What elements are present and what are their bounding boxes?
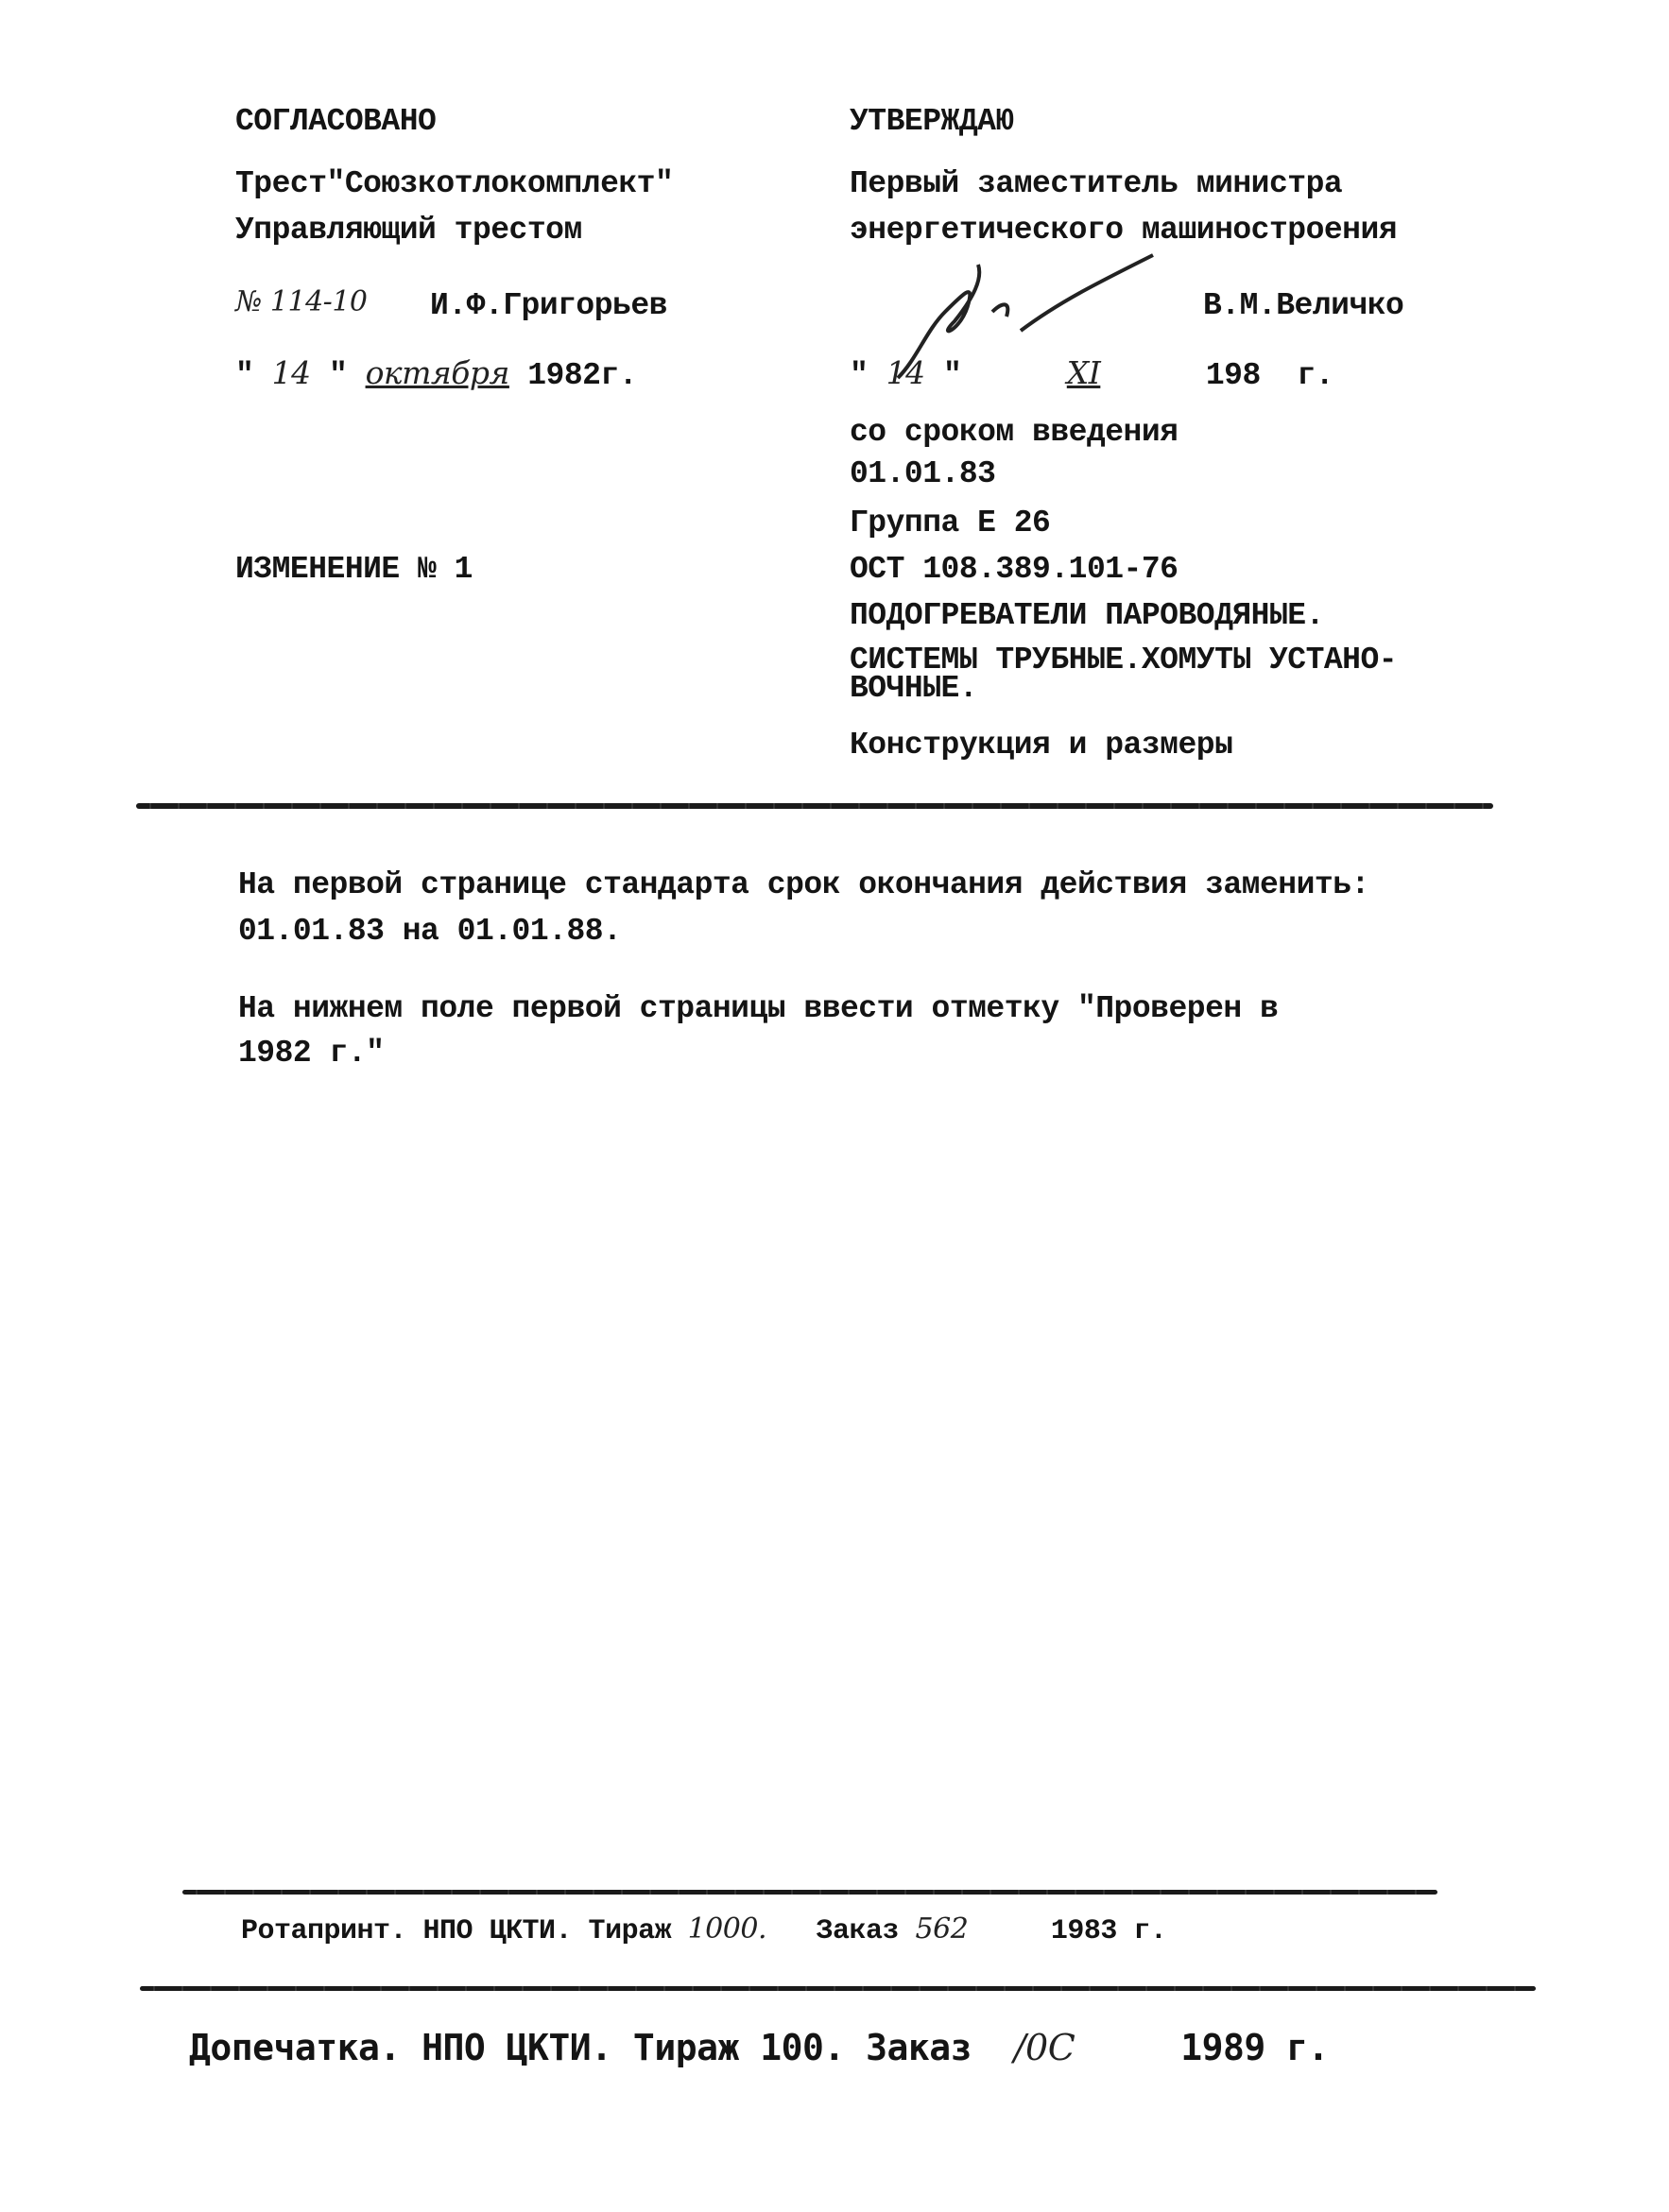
quote: " — [942, 358, 962, 393]
body-line: На нижнем поле первой страницы ввести отметку "Проверен в — [238, 991, 1279, 1026]
print-info-2 — [189, 2027, 1329, 2068]
org-name: Трест"Союзкотлокомплект" — [235, 166, 674, 201]
signer-name-right: В.М.Величко — [1203, 288, 1404, 323]
print-year: 1989 г. — [1180, 2027, 1329, 2068]
date-month: XI — [1066, 354, 1101, 391]
approval-heading-right: УТВЕРЖДАЮ — [850, 104, 1014, 139]
quote: " — [328, 358, 348, 393]
standard-title-1: ПОДОГРЕВАТЕЛИ ПАРОВОДЯНЫЕ. — [850, 598, 1324, 633]
divider — [182, 1890, 1437, 1895]
standard-title-4: Конструкция и размеры — [850, 728, 1233, 763]
order-label: Заказ — [816, 1915, 900, 1947]
divider — [136, 803, 1493, 809]
print-label: Ротапринт. НПО ЦКТИ. Тираж — [241, 1915, 672, 1947]
standard-number: ОСТ 108.389.101-76 — [850, 552, 1179, 587]
date-right — [850, 354, 1333, 393]
print-info-1 — [241, 1912, 1167, 1947]
standard-title-3: ВОЧНЫЕ. — [850, 671, 978, 706]
date-year: 198 г. — [1205, 358, 1333, 393]
date-month: октября — [365, 354, 509, 391]
print-label: Допечатка. НПО ЦКТИ. Тираж 100. Заказ — [189, 2027, 972, 2068]
registration-number: № 114-10 — [235, 285, 368, 318]
signer-position-right-1: Первый заместитель министра — [850, 166, 1343, 201]
quote: " — [235, 358, 254, 393]
date-day: 14 — [886, 354, 925, 391]
body-line: 1982 г." — [238, 1036, 385, 1071]
change-label: ИЗМЕНЕНИЕ № 1 — [235, 552, 473, 587]
body-line: 01.01.83 на 01.01.88. — [238, 914, 622, 949]
quote: " — [850, 358, 869, 393]
print-year: 1983 г. — [1050, 1915, 1167, 1947]
order-number: 562 — [915, 1912, 969, 1946]
signer-name-left: И.Ф.Григорьев — [430, 288, 667, 323]
order-number: /0С — [1013, 2027, 1075, 2068]
intro-date: 01.01.83 — [850, 456, 996, 491]
print-run: 1000. — [687, 1912, 766, 1946]
divider — [140, 1986, 1536, 1991]
date-left — [235, 354, 638, 393]
intro-label: со сроком введения — [850, 415, 1179, 450]
date-year: 1982г. — [527, 358, 638, 393]
group: Группа Е 26 — [850, 506, 1051, 540]
signer-position-right-2: энергетического машиностроения — [850, 213, 1398, 248]
signer-position-left: Управляющий трестом — [235, 213, 582, 248]
body-line: На первой странице стандарта срок окончания действия заменить: — [238, 867, 1369, 902]
standard-title-2: СИСТЕМЫ ТРУБНЫЕ.ХОМУТЫ УСТАНО- — [850, 643, 1398, 677]
approval-heading-left: СОГЛАСОВАНО — [235, 104, 437, 139]
date-day: 14 — [271, 354, 311, 391]
